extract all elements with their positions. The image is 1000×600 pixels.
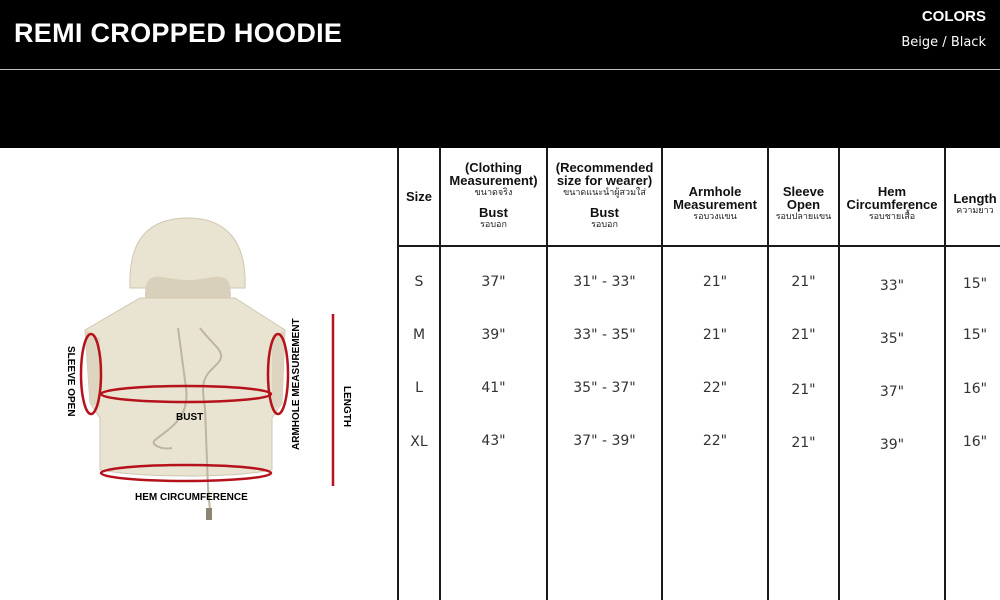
size-chart-table — [397, 148, 1000, 600]
header-armhole-main: Armhole Measurement — [673, 184, 757, 212]
cell-length: 16" — [962, 434, 988, 450]
header-recommended-main: Bust — [590, 205, 619, 220]
hood-shape — [130, 218, 245, 288]
header-recommended-thai-top: ขนาดแนะนำผู้สวมใส่ — [563, 188, 646, 198]
header-recommended-top: (Recommended size for wearer) — [555, 160, 654, 188]
cell-bust: 37" — [481, 274, 506, 290]
cell-recommended: 35" - 37" — [573, 380, 636, 396]
header-hem — [840, 148, 944, 245]
cell-hem: 35" — [879, 331, 905, 347]
cell-size: S — [414, 274, 424, 290]
cell-hem: 37" — [879, 384, 905, 400]
cell-recommended: 33" - 35" — [573, 327, 636, 343]
header-size — [399, 148, 439, 245]
drawstring-tip — [206, 508, 212, 520]
cell-size: M — [412, 327, 426, 343]
header-armhole-thai: รอบวงแขน — [693, 212, 737, 222]
header-armhole — [663, 148, 767, 245]
header-length-thai: ความยาว — [956, 205, 994, 216]
cell-armhole: 22" — [702, 380, 728, 396]
header-sleeve — [769, 148, 838, 245]
cell-size: XL — [410, 434, 428, 450]
header-banner — [0, 0, 1000, 148]
cell-bust: 43" — [481, 433, 506, 449]
header-clothing-bust — [441, 148, 546, 245]
cell-hem: 33" — [879, 278, 905, 294]
cell-recommended: 37" - 39" — [573, 433, 636, 449]
cell-armhole: 22" — [702, 433, 728, 449]
header-length — [946, 148, 1000, 245]
hem-circumference-label: HEM CIRCUMFERENCE — [135, 492, 248, 503]
header-clothing-top: (Clothing Measurement) — [449, 160, 538, 188]
cell-size: L — [415, 380, 423, 396]
cell-recommended: 31" - 33" — [573, 274, 636, 290]
header-recommended-bust — [548, 148, 661, 245]
cell-sleeve: 21" — [791, 435, 816, 451]
cell-sleeve: 21" — [791, 327, 816, 343]
header-clothing-thai-top: ขนาดจริง — [474, 188, 513, 198]
cell-armhole: 21" — [702, 274, 728, 290]
header-clothing-main: Bust — [479, 205, 508, 220]
header-sleeve-main: Sleeve Open — [782, 184, 825, 212]
header-clothing-thai: รอบอก — [480, 220, 507, 230]
bust-label: BUST — [176, 412, 204, 423]
product-title: REMI CROPPED HOODIE — [14, 18, 343, 48]
armhole-label: ARMHOLE MEASUREMENT — [291, 318, 302, 450]
cell-hem: 39" — [879, 437, 905, 453]
sleeve-open-label: SLEEVE OPEN — [65, 346, 76, 417]
header-recommended-thai: รอบอก — [591, 220, 618, 230]
cell-length: 16" — [962, 381, 988, 397]
cell-length: 15" — [962, 327, 988, 343]
header-sleeve-thai: รอบปลายแขน — [775, 212, 832, 222]
cell-bust: 41" — [481, 380, 506, 396]
cell-sleeve: 21" — [791, 382, 816, 398]
header-size-label: Size — [405, 189, 432, 204]
header-length-main: Length — [953, 190, 997, 206]
header-hem-main: Hem Circumference — [846, 184, 938, 212]
header-row-divider — [397, 245, 1000, 247]
length-label: LENGTH — [341, 386, 352, 428]
measurement-diagram — [0, 148, 397, 600]
cell-length: 15" — [962, 276, 988, 292]
header-hem-thai: รอบชายเสื้อ — [868, 212, 916, 222]
cell-bust: 39" — [481, 327, 506, 343]
hoodie-illustration — [0, 148, 397, 600]
colors-value: Beige / Black — [901, 35, 986, 50]
header-divider — [0, 69, 1000, 70]
cell-sleeve: 21" — [791, 274, 816, 290]
cell-armhole: 21" — [702, 327, 728, 343]
colors-label: COLORS — [921, 8, 986, 25]
